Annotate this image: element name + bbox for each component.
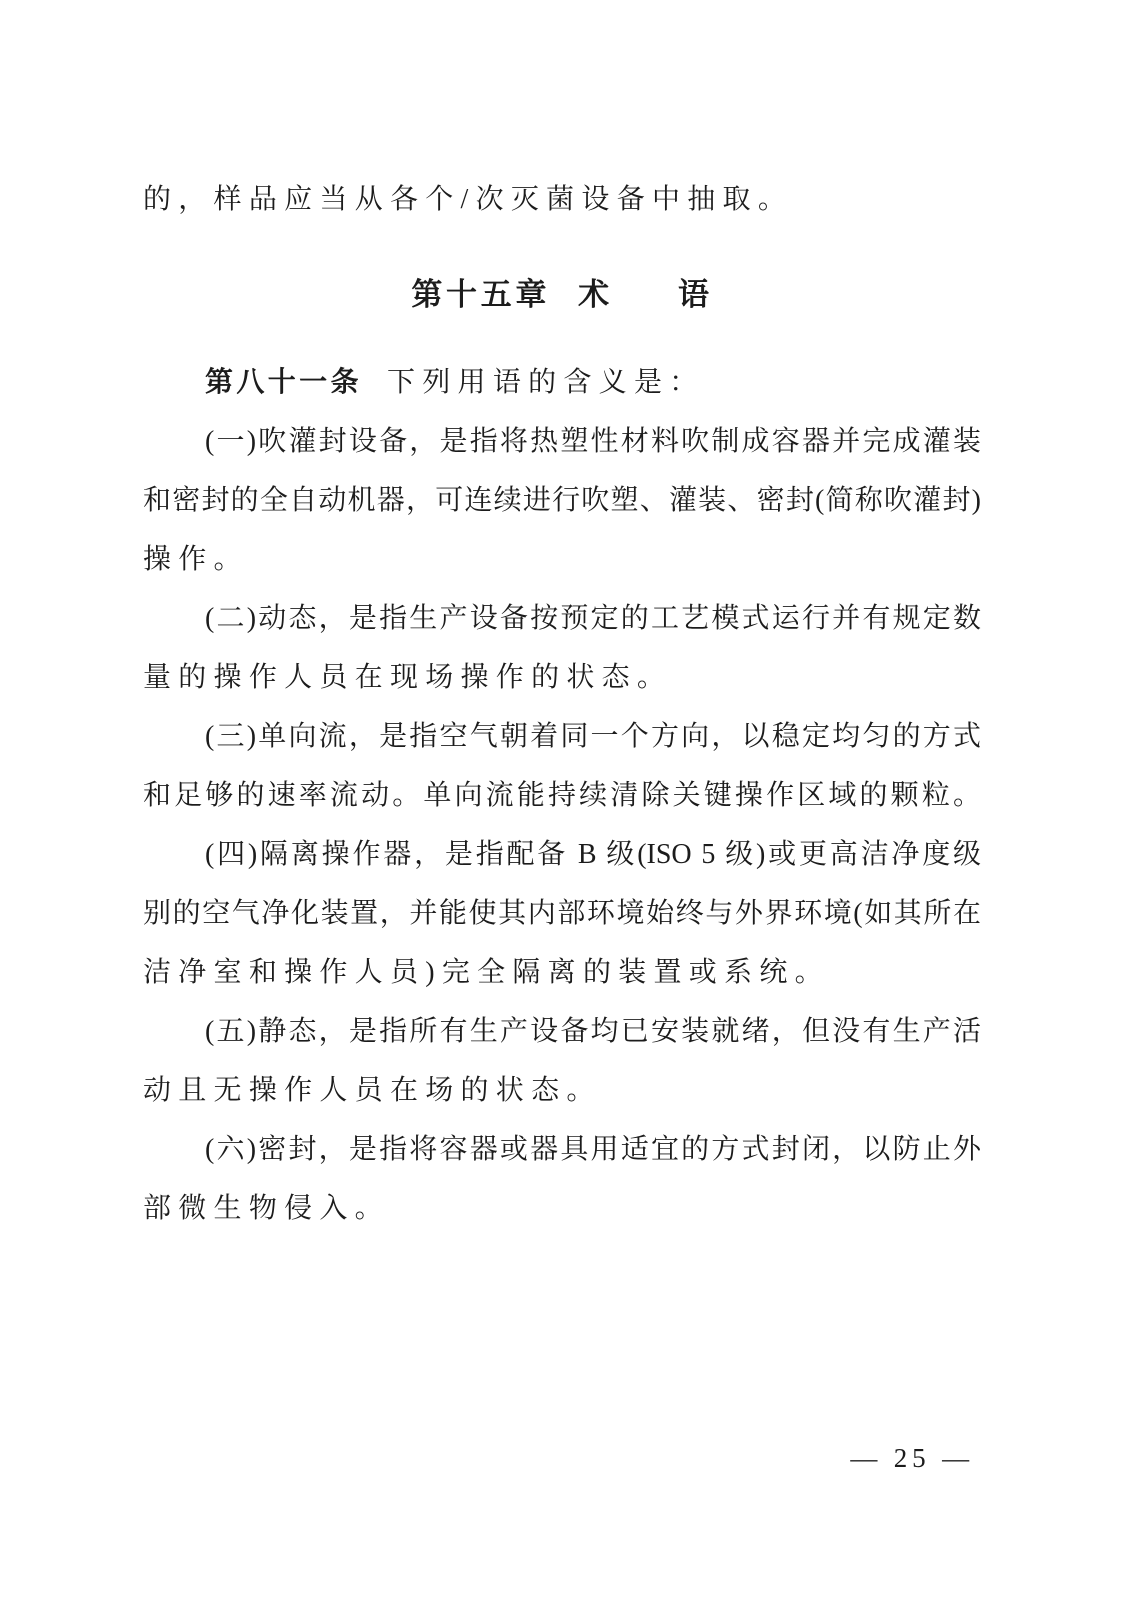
- definition-2-line-2: 量的操作人员在现场操作的状态。: [143, 662, 673, 693]
- definition-5-line-1: (五)静态，是指所有生产设备均已安装就绪，但没有生产活: [205, 1016, 981, 1047]
- article-81-lead-line: [143, 353, 981, 412]
- definition-5-line-2: 动且无操作人员在场的状态。: [143, 1075, 602, 1106]
- definition-4-line-2: 别的空气净化装置，并能使其内部环境始终与外界环境(如其所在: [143, 898, 981, 929]
- definition-6-line-1: (六)密封，是指将容器或器具用适宜的方式封闭，以防止外: [205, 1134, 981, 1165]
- definition-1-line-2: 和密封的全自动机器，可连续进行吹塑、灌装、密封(简称吹灌封): [143, 485, 981, 516]
- definition-2-line-1: (二)动态，是指生产设备按预定的工艺模式运行并有规定数: [205, 603, 981, 634]
- chapter-heading: [143, 265, 981, 325]
- definition-3-line-2: 和足够的速率流动。单向流能持续清除关键操作区域的颗粒。: [143, 780, 981, 811]
- page-number: — 25 —: [850, 1443, 974, 1473]
- article-number-label: 第八十一条: [205, 367, 362, 398]
- definition-3-line-1: (三)单向流，是指空气朝着同一个方向，以稳定均匀的方式: [205, 721, 981, 752]
- definition-4-line-3: 洁净室和操作人员)完全隔离的装置或系统。: [143, 957, 830, 988]
- chapter-number: 第十五章: [411, 277, 551, 312]
- definition-4-line-1: (四)隔离操作器，是指配备 B 级(ISO 5 级)或更高洁净度级: [205, 839, 981, 870]
- chapter-title-char-2: 语: [677, 277, 713, 312]
- chapter-title-char-1: 术: [578, 277, 613, 312]
- definition-1-line-3: 操作。: [143, 544, 249, 575]
- article-lead-text: 下列用语的含义是：: [387, 367, 705, 398]
- body-text: [143, 170, 981, 1238]
- definition-6-line-2: 部微生物侵入。: [143, 1193, 390, 1224]
- carryover-paragraph-line: 的，样品应当从各个/次灭菌设备中抽取。: [143, 184, 794, 215]
- definition-1-line-1: (一)吹灌封设备，是指将热塑性材料吹制成容器并完成灌装: [205, 426, 981, 457]
